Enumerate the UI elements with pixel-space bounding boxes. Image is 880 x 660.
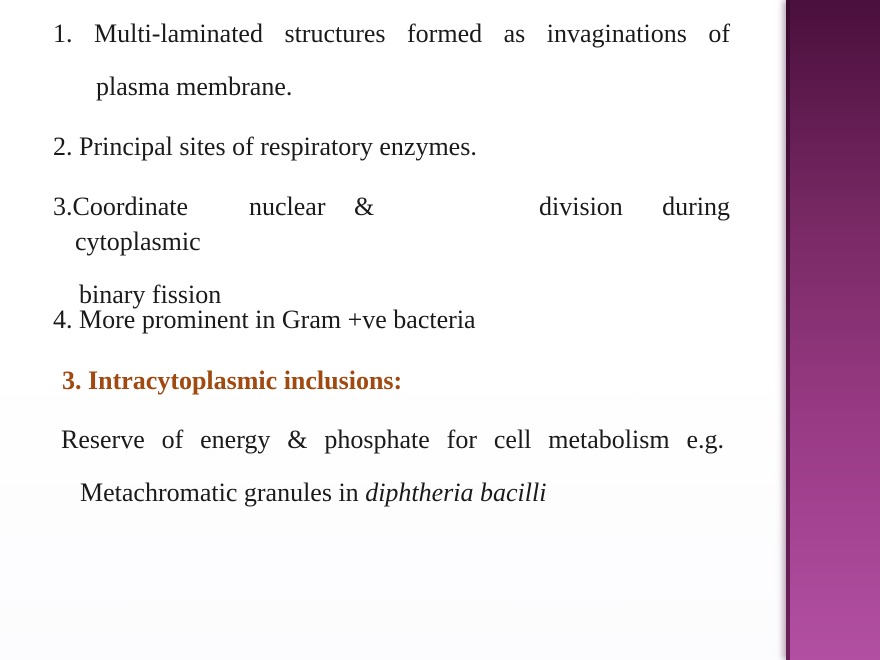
side-decoration-band (786, 0, 880, 660)
section-heading: 3. Intracytoplasmic inclusions: (62, 366, 403, 395)
item3-line2: cytoplasmic (75, 227, 201, 256)
item1-line1: 1. Multi-laminated structures formed as invaginations of (53, 19, 730, 48)
item3-line3: binary fission (79, 280, 222, 309)
item3-word: 3.Coordinate (53, 192, 189, 221)
item1-line2: plasma membrane. (96, 72, 293, 101)
item3-word: & (354, 192, 375, 221)
item3-word: division (539, 192, 623, 221)
reserve-line2-prefix: Metachromatic granules in (80, 478, 366, 507)
reserve-line1: Reserve of energy & phosphate for cell metabolism e.g. (61, 425, 724, 454)
reserve-line2 (80, 478, 546, 508)
item4: 4. More prominent in Gram +ve bacteria (53, 305, 476, 334)
item2: 2. Principal sites of respiratory enzymes. (53, 132, 477, 161)
reserve-line2-italic: diphtheria bacilli (365, 478, 547, 507)
item3-word: during (662, 192, 730, 221)
item3-word: nuclear (249, 192, 326, 221)
